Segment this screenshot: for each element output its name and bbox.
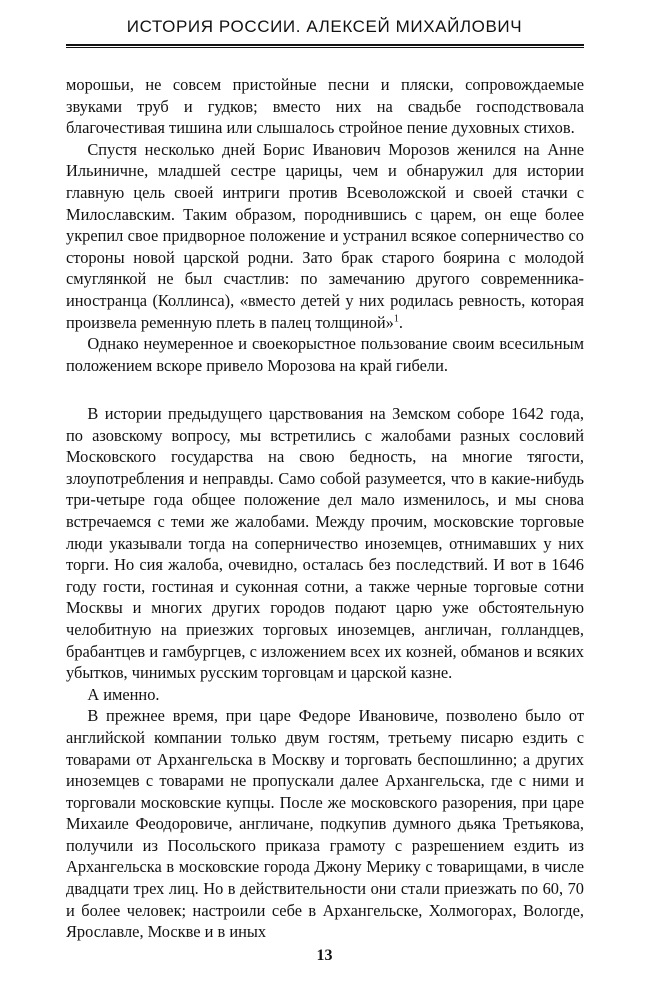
page-number: 13 [316,947,333,964]
paragraph-continued: морошьи, не совсем пристойные песни и пляски, сопровождаемые звуками труб и гудков; вместо них на свадьбе господствовала благочестивая тишина или слышалось стройное пение духовных стихов. [66,75,584,138]
paragraph-namely: А именно. [87,684,160,704]
running-title: ИСТОРИЯ РОССИИ. АЛЕКСЕЙ МИХАЙЛОВИЧ [126,17,523,36]
paragraph-morozov-marriage [66,139,584,333]
header-rule [66,44,584,48]
paragraph-morozov-downfall: Однако неумеренное и своекорыстное пользование своим всесильным положением вскоре привело Морозова на край гибели. [66,334,584,375]
text-section-2 [66,403,584,943]
text-section-1 [66,74,584,376]
footnote-marker: 1 [393,313,399,325]
paragraph-tail: . [398,312,403,332]
paragraph-zemsky-sobor: В истории предыдущего царствования на Земском соборе 1642 года, по азовскому вопросу, мы встретились с жалобами разных сословий Московского государства на свою бедность, на многие тягости, злоупотребления и неправды. Само собой разумеется, что в какие-нибудь три-четыре года общее положение дел мало изменилось, и мы снова встречаемся с теми же жалобами. Между прочим, московские торговые люди указывали тогда на соперничество иноземцев, отнимавших у них торги. Но сия жалоба, очевидно, осталась без последствий. И вот в 1646 году гости, гостиная и суконная сотни, а также черные торговые сотни Москвы и многих других городов подают царю уже обстоятельную челобитную на приезжих торговых иноземцев, англичан, голландцев, брабантцев и гамбургцев, с изложением всех их козней, обманов и всяких убытков, чинимых русским торговцам и царской казне. [66,404,584,683]
paragraph-former-times: В прежнее время, при царе Федоре Ивановиче, позволено было от английской компании только двум гостям, третьему писарю ездить с товарами от Архангельска в Москву и торговать беспошлинно; а других иноземцев с товарами не пропускали далее Архангельска, где с ними и торговали московские купцы. После же московского разорения, при царе Михаиле Феодоровиче, англичане, подкупив думного дьяка Третьякова, получили из Посольского приказа грамоту с разрешением ездить из Архангельска в московские города Джону Мерику с товарищами, в числе двадцати трех лиц. Но в действительности они стали приезжать по 60, 70 и более человек; настроили себе в Архангельске, Холмогорах, Вологде, Ярославле, Москве и в иных [66,706,584,942]
paragraph-text: Спустя несколько дней Борис Иванович Морозов женился на Анне Ильиничне, младшей сестре царицы, чем и обнаружил для истории главную цель своей интриги против Всеволожской и своей стачки с Милославским. Таким образом, породнившись с царем, он еще более укрепил свое придворное положение и устранил всякое соперничество со стороны новой царской родни. Зато брак старого боярина с молодой смуглянкой не был счастлив: по замечанию другого современника-иностранца (Коллинса), «вместо детей у них родилась ревность, которая произвела ременную плеть в палец толщиной» [66,139,584,332]
